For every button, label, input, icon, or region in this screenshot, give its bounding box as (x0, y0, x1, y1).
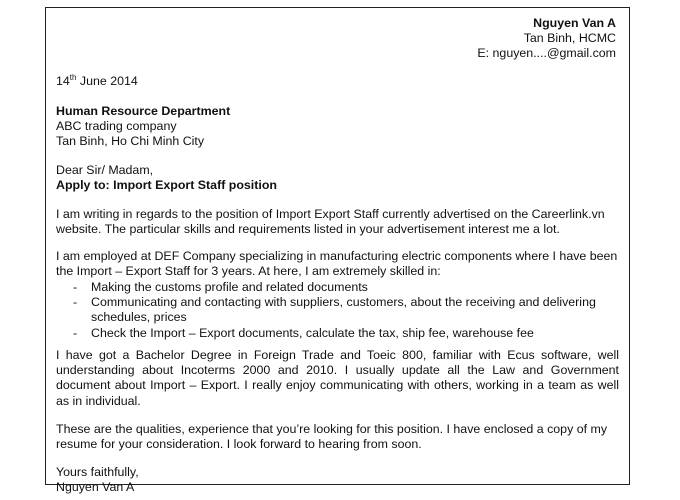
closing-block (56, 465, 139, 495)
paragraph-line: resume for your consideration. I look forward to hearing from soon. (56, 437, 422, 452)
list-item-text: Check the Import – Export documents, calculate the tax, ship fee, warehouse fee (91, 325, 534, 340)
letter-page (45, 7, 630, 495)
list-item (56, 326, 619, 341)
list-item-text: Communicating and contacting with suppliers, customers, about the receiving and delivering (91, 295, 596, 310)
paragraph-qualifications: I have got a Bachelor Degree in Foreign Trade and Toeic 800, familiar with Ecus software, well understanding about Incoterms 2000 and 2010. I usually update all the Law and Government document about Import – Export. I really enjoy communicating with others, working in a team as well as in individual. (56, 348, 619, 408)
list-item-text: schedules, prices (91, 310, 187, 325)
list-item-text: Making the customs profile and related documents (91, 280, 368, 294)
recipient-company: ABC trading company (56, 119, 177, 134)
list-item (56, 280, 619, 295)
signature-name: Nguyen Van A (56, 480, 135, 495)
list-item (56, 295, 619, 325)
sender-name: Nguyen Van A (533, 16, 616, 30)
bullet-dash: - (73, 295, 78, 310)
paragraph-line: the Import – Export Staff for 3 years. At here, I am extremely skilled in: (56, 264, 441, 279)
sender-city: Tan Binh, HCMC (523, 31, 616, 46)
paragraph-line: I am writing in regards to the position of Import Export Staff currently advertised on the Careerlink.vn (56, 207, 605, 221)
paragraph-line: These are the qualities, experience that you’re looking for this position. I have enclosed a copy of my (56, 422, 608, 436)
skills-list (56, 280, 619, 341)
bullet-dash: - (73, 280, 78, 294)
sender-email: E: nguyen....@gmail.com (477, 46, 616, 61)
date-suffix: th (69, 72, 77, 82)
paragraph-line: I am employed at DEF Company specializing in manufacturing electric components where I have been (56, 249, 618, 263)
letter-date (56, 74, 138, 89)
paragraph-intro (56, 207, 619, 237)
recipient-department: Human Resource Department (56, 104, 231, 118)
date-month-year: June 2014 (76, 74, 138, 88)
salutation-block (56, 163, 277, 193)
recipient-block (56, 104, 230, 150)
subject-line: Apply to: Import Export Staff position (56, 178, 277, 193)
sender-block (477, 16, 616, 62)
salutation: Dear Sir/ Madam, (56, 163, 154, 177)
paragraph-line: website. The particular skills and requirements listed in your advertisement interest me a lot. (56, 222, 560, 237)
recipient-address: Tan Binh, Ho Chi Minh City (56, 134, 205, 149)
date-day: 14 (56, 74, 70, 88)
paragraph-conclusion (56, 422, 619, 452)
paragraph-experience (56, 249, 619, 279)
bullet-dash: - (73, 325, 78, 340)
signoff: Yours faithfully, (56, 465, 139, 479)
